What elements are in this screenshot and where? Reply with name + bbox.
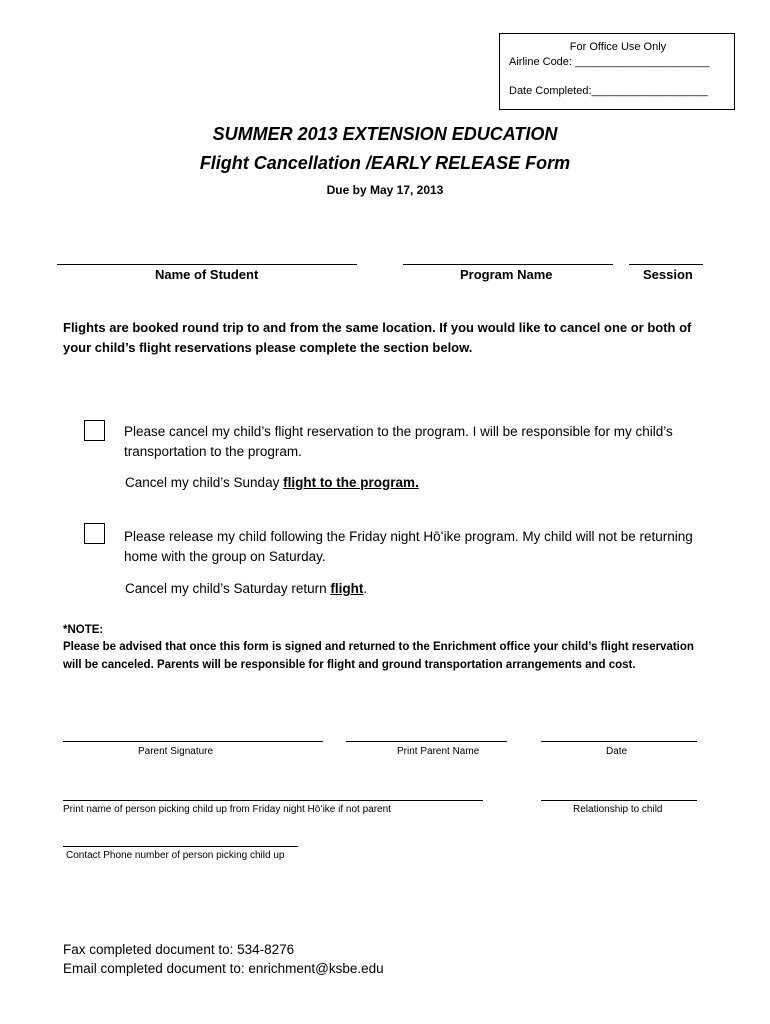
- date-label: Date: [606, 746, 628, 757]
- release-after-hoike-checkbox[interactable]: [84, 523, 105, 544]
- program-name-line[interactable]: [403, 264, 613, 265]
- due-date: Due by May 17, 2013: [326, 183, 444, 197]
- student-name-line[interactable]: [57, 264, 357, 265]
- contact-phone-label: Contact Phone number of person picking child up: [66, 850, 285, 861]
- session-line[interactable]: [629, 264, 703, 265]
- cancel-flight-to-program-checkbox[interactable]: [84, 420, 105, 441]
- option-1-cancel-line: [125, 473, 419, 493]
- airline-code-field[interactable]: Airline Code: ______________________: [509, 56, 710, 68]
- date-completed-field[interactable]: Date Completed:___________________: [509, 85, 708, 97]
- office-use-heading: For Office Use Only: [569, 41, 667, 53]
- relationship-line[interactable]: [541, 800, 697, 801]
- pickup-name-label: Print name of person picking child up from Friday night Hōʻike if not parent: [63, 804, 391, 815]
- note-heading: *NOTE:: [63, 624, 104, 636]
- note-text: Please be advised that once this form is signed and returned to the Enrichment office your child’s flight reservation will be canceled. Parents will be responsible for flight and ground transportation arrangements and cost.: [63, 641, 694, 671]
- contact-phone-line[interactable]: [63, 846, 298, 847]
- option-1-description: Please cancel my child’s flight reservation to the program. I will be responsible for my child’s transportation to the program.: [124, 424, 673, 459]
- option-1-cancel-emphasis: flight to the program.: [283, 475, 419, 490]
- session-label: Session: [643, 267, 693, 282]
- pickup-name-line[interactable]: [63, 800, 483, 801]
- intro-text: Flights are booked round trip to and from the same location. If you would like to cancel one or both of your child’s flight reservations please complete the section below.: [63, 320, 692, 355]
- parent-signature-label: Parent Signature: [138, 746, 214, 757]
- option-2-cancel-prefix: Cancel my child’s Saturday return: [125, 581, 331, 596]
- fax-instructions: Fax completed document to: 534-8276: [63, 942, 295, 957]
- option-2-cancel-suffix: .: [363, 581, 368, 596]
- form-title: SUMMER 2013 EXTENSION EDUCATION: [212, 124, 558, 144]
- option-2-text: [124, 527, 704, 567]
- email-instructions: Email completed document to: enrichment@ksbe.edu: [63, 961, 384, 976]
- office-use-box: [499, 33, 735, 110]
- program-name-label: Program Name: [460, 267, 553, 282]
- print-parent-name-line[interactable]: [346, 741, 507, 742]
- option-1-cancel-prefix: Cancel my child’s Sunday: [125, 475, 284, 490]
- parent-signature-line[interactable]: [63, 741, 323, 742]
- form-subtitle: Flight Cancellation /EARLY RELEASE Form: [199, 153, 571, 173]
- date-line[interactable]: [541, 741, 697, 742]
- option-2-description: Please release my child following the Friday night Hōʻike program. My child will not be returning home with the group on Saturday.: [124, 529, 693, 564]
- print-parent-name-label: Print Parent Name: [397, 746, 480, 757]
- relationship-label: Relationship to child: [573, 804, 663, 815]
- option-2-cancel-line: [125, 579, 367, 599]
- option-1-text: [124, 422, 724, 462]
- student-name-label: Name of Student: [155, 267, 259, 282]
- option-2-cancel-emphasis: flight: [330, 581, 364, 596]
